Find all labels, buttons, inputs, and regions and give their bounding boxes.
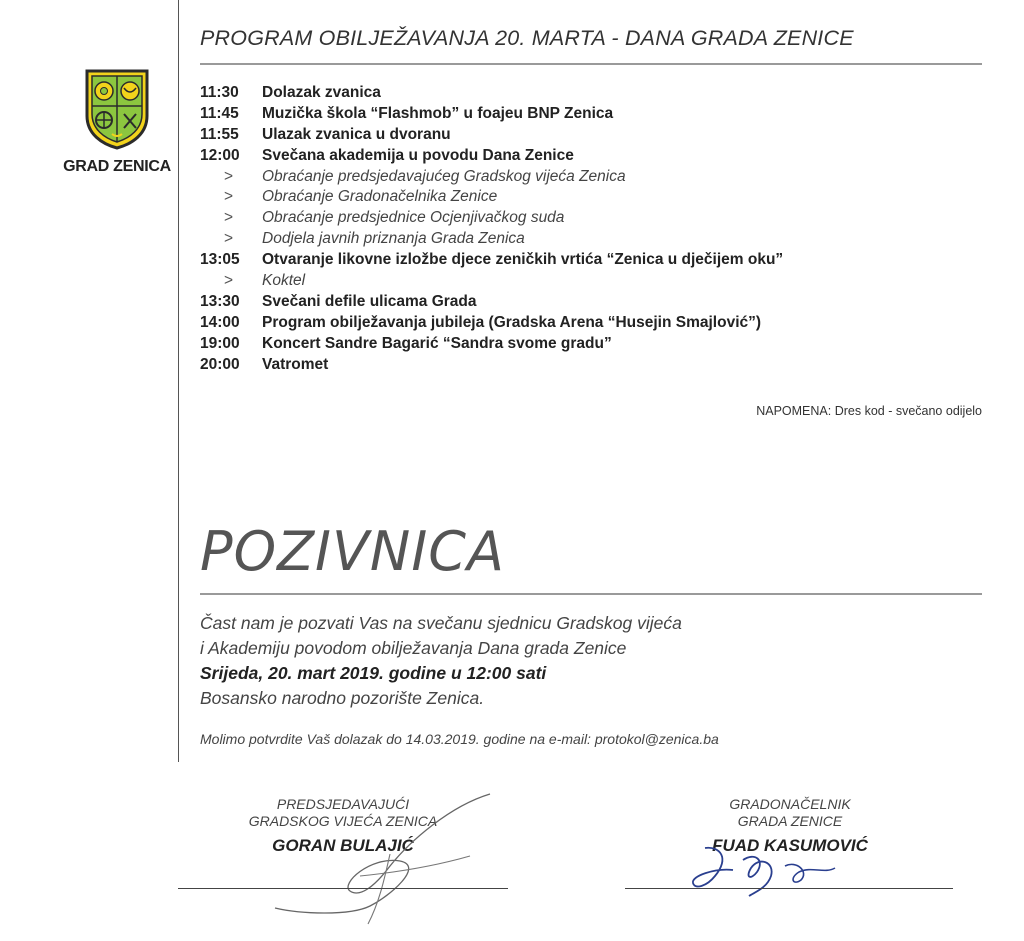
program-time: 11:45 <box>200 104 239 122</box>
program-sub-item <box>200 167 990 188</box>
bullet-marker: > <box>224 209 234 227</box>
program-text: Dodjela javnih priznanja Grada Zenica <box>262 230 525 248</box>
bullet-marker: > <box>224 188 234 206</box>
program-text: Koncert Sandre Bagarić “Sandra svome gradu” <box>262 334 612 352</box>
program-text: Vatromet <box>262 355 329 373</box>
signature-line-left <box>178 888 508 889</box>
program-time: 14:00 <box>200 313 240 331</box>
program-sub-item <box>200 271 990 292</box>
program-text: Obraćanje predsjednice Ocjenjivačkog suda <box>262 209 565 227</box>
signatory-name: GORAN BULAJIĆ <box>272 836 414 855</box>
program-text: Koktel <box>262 272 306 290</box>
invitation-line-2: i Akademiju povodom obilježavanja Dana grada Zenice <box>200 638 627 658</box>
signature-line-right <box>625 888 953 889</box>
program-item <box>200 355 990 376</box>
program-text: Dolazak zvanica <box>262 84 381 101</box>
program-text: Otvaranje likovne izložbe djece zeničkih vrtića “Zenica u dječijem oku” <box>262 251 784 269</box>
program-text: Program obilježavanja jubileja (Gradska Arena “Husejin Smajlović”) <box>262 313 762 331</box>
city-logo <box>62 68 172 176</box>
signatory-role-line-2: GRADA ZENICE <box>737 813 843 829</box>
program-sub-item <box>200 208 990 229</box>
invitation-text <box>200 611 990 711</box>
dress-code-note: NAPOMENA: Dres kod - svečano odijelo <box>756 404 982 418</box>
handwritten-signature-left <box>240 786 510 931</box>
invitation-date: Srijeda, 20. mart 2019. godine u 12:00 sati <box>200 663 547 683</box>
program-text: Ulazak zvanica u dvoranu <box>262 125 451 143</box>
coat-of-arms-icon <box>84 68 150 150</box>
program-item <box>200 292 990 313</box>
program-time: 11:55 <box>200 125 239 143</box>
program-text: Svečana akademija u povodu Dana Zenice <box>262 146 574 164</box>
rsvp-note: Molimo potvrdite Vaš dolazak do 14.03.2019. godine na e-mail: protokol@zenica.ba <box>200 731 719 747</box>
signatory-role-line-1: PREDSJEDAVAJUĆI <box>276 796 410 812</box>
program-item <box>200 250 990 271</box>
program-item <box>200 125 990 146</box>
program-item <box>200 146 990 167</box>
logo-caption: GRAD ZENICA <box>63 158 171 175</box>
bullet-marker: > <box>224 167 234 185</box>
program-item <box>200 83 990 104</box>
signatory-name: FUAD KASUMOVIĆ <box>712 836 868 855</box>
bullet-marker: > <box>224 230 234 248</box>
program-time: 12:00 <box>200 146 240 164</box>
signatory-role-line-2: GRADSKOG VIJEĆA ZENICA <box>248 813 438 829</box>
program-time: 11:30 <box>200 84 239 101</box>
program-text: Svečani defile ulicama Grada <box>262 292 477 310</box>
program-time: 19:00 <box>200 334 240 352</box>
program-item <box>200 104 990 125</box>
program-sub-item <box>200 229 990 250</box>
bullet-marker: > <box>224 272 234 290</box>
invitation-rule <box>200 593 982 595</box>
vertical-divider <box>178 0 179 762</box>
title-rule <box>200 63 982 65</box>
signatory-role-line-1: GRADONAČELNIK <box>729 796 851 812</box>
program-time: 13:30 <box>200 292 240 310</box>
program-title: PROGRAM OBILJEŽAVANJA 20. MARTA - DANA GRADA ZENICE <box>200 26 854 50</box>
invitation-heading: POZIVNICA <box>200 520 505 583</box>
program-time: 20:00 <box>200 355 240 373</box>
program-time: 13:05 <box>200 251 240 269</box>
program-sub-item <box>200 187 990 208</box>
invitation-venue: Bosansko narodno pozorište Zenica. <box>200 688 485 708</box>
invitation-line-1: Čast nam je pozvati Vas na svečanu sjednicu Gradskog vijeća <box>200 613 682 633</box>
program-item <box>200 313 990 334</box>
handwritten-signature-right <box>685 838 865 900</box>
program-text: Obraćanje predsjedavajućeg Gradskog vijeća Zenica <box>262 167 626 185</box>
program-text: Obraćanje Gradonačelnika Zenice <box>262 188 498 206</box>
program-text: Muzička škola “Flashmob” u foajeu BNP Zenica <box>262 104 614 122</box>
program-item <box>200 334 990 355</box>
program-list <box>200 83 990 375</box>
